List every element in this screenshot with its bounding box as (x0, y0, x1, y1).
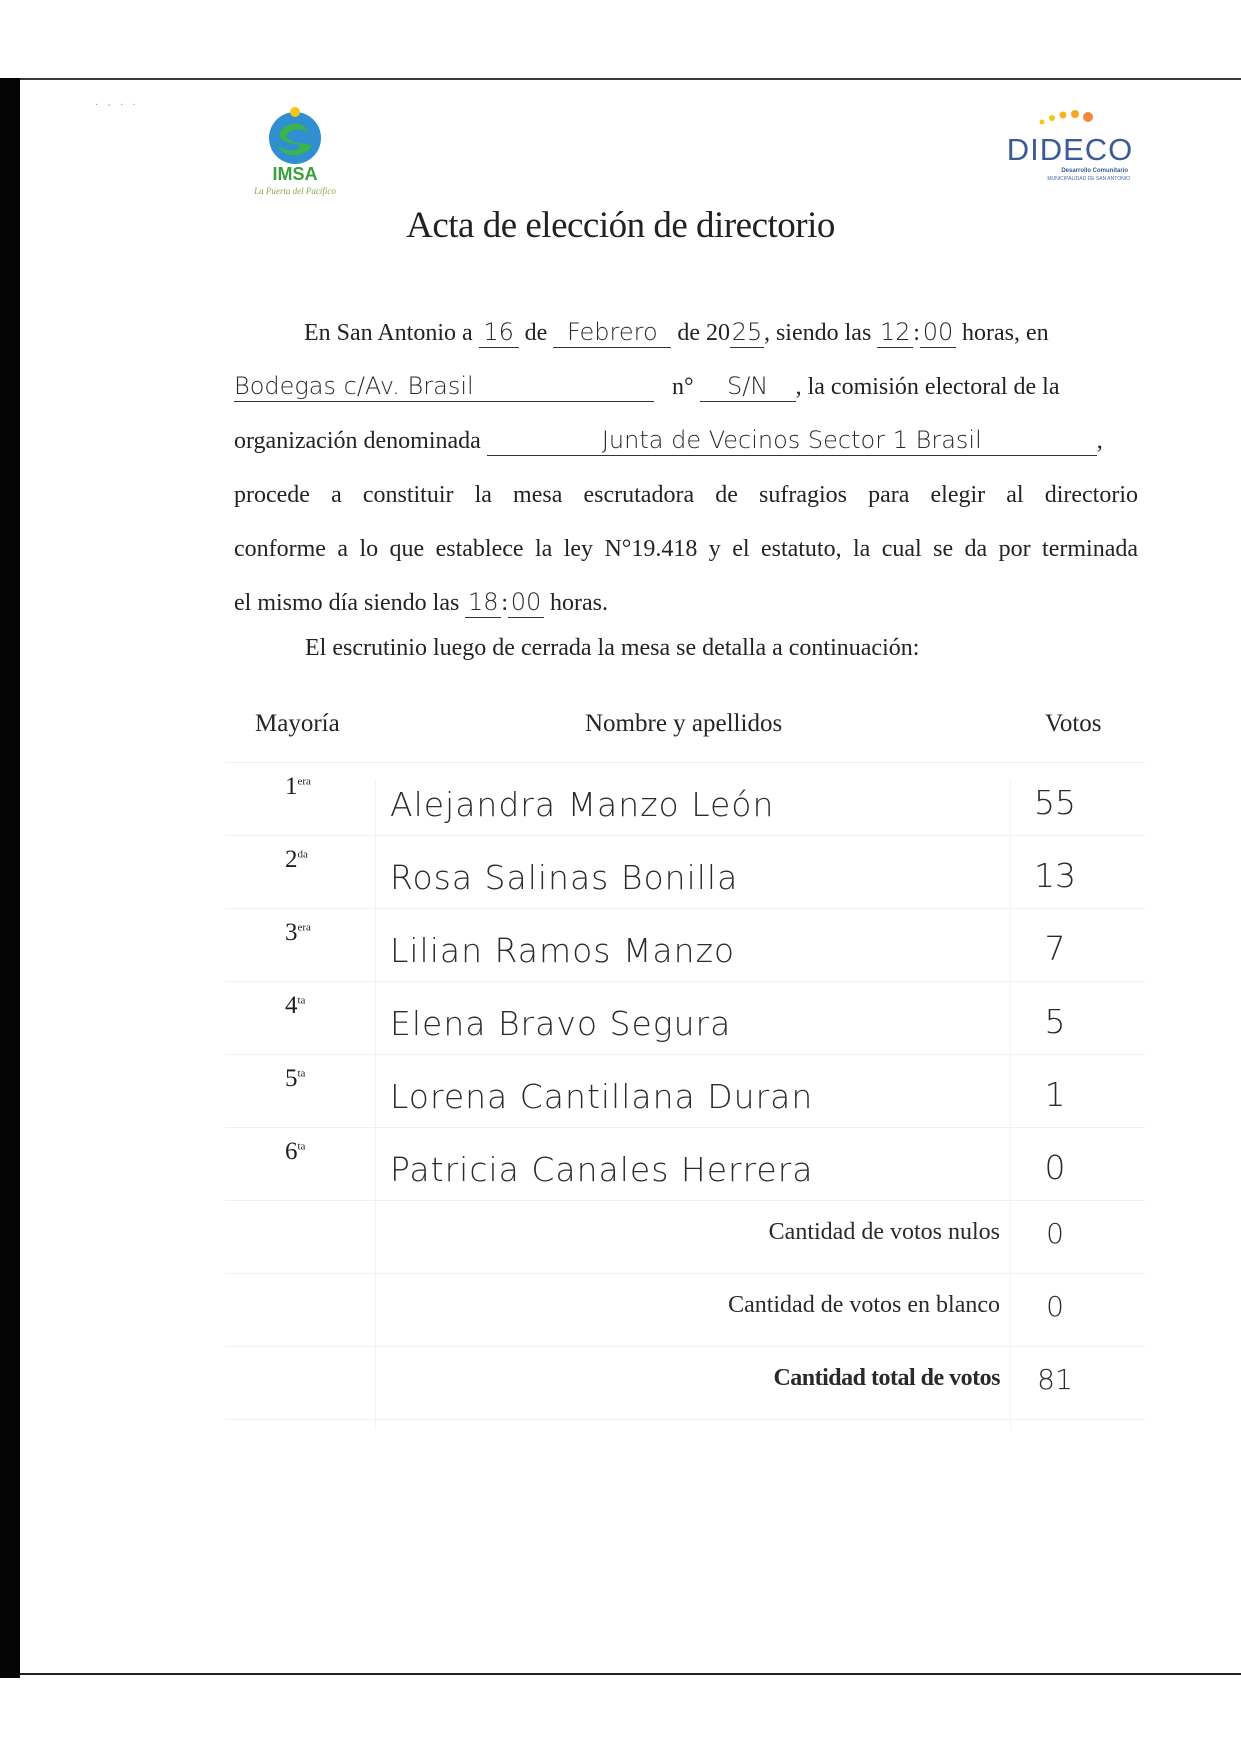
paragraph-line-2 (234, 360, 1138, 414)
scan-border-top (20, 78, 1241, 80)
total-votes-value: 81 (1037, 1363, 1073, 1396)
header-rank: Mayoría (255, 710, 340, 737)
candidate-votes: 5 (1044, 1002, 1066, 1041)
text-mismo-dia: el mismo día siendo las (234, 590, 460, 616)
text-de: de (524, 320, 548, 346)
dideco-subtitle: Desarrollo Comunitario (1061, 168, 1128, 174)
rank-cell: $1^{era}$ (285, 773, 311, 800)
year-field: 25 (731, 318, 763, 346)
table-divider (375, 780, 376, 1430)
results-table (225, 690, 1145, 1420)
dideco-name: DIDECO (1006, 132, 1134, 167)
rank-cell: $3^{era}$ (285, 919, 311, 946)
text-horas: horas. (549, 590, 608, 616)
end-minute-field: 00 (508, 587, 544, 618)
candidate-name: Patricia Canales Herrera (390, 1150, 814, 1189)
scan-border-bottom (20, 1673, 1241, 1675)
table-row (225, 909, 1145, 982)
text-numero: n° (672, 374, 694, 400)
dideco-logo (1000, 108, 1140, 190)
text-horas-en: horas, en (961, 320, 1049, 346)
text-de-20: de 20 (677, 320, 730, 346)
imsa-logo (230, 100, 360, 200)
imsa-emblem-icon (258, 102, 332, 166)
blank-votes-value: 0 (1046, 1290, 1064, 1323)
start-hour-field: 12 (877, 317, 913, 348)
candidate-votes: 1 (1044, 1075, 1066, 1114)
candidate-votes: 0 (1044, 1148, 1066, 1187)
text-organizacion: organización denominada (234, 428, 481, 454)
text-san-antonio: En San Antonio a (304, 320, 473, 346)
imsa-tagline: La Puerta del Pacífico (254, 186, 336, 196)
rank-cell: $2^{da}$ (285, 846, 308, 873)
dideco-subtitle-2: MUNICIPALIDAD DE SAN ANTONIO (1047, 176, 1130, 182)
start-minute-field: 00 (920, 317, 956, 348)
text-siendo-las: , siendo las (763, 320, 872, 346)
candidate-name: Alejandra Manzo León (390, 785, 775, 824)
scan-border-left (0, 78, 20, 1678)
rank-cell: $4^{ta}$ (285, 992, 306, 1019)
results-intro: El escrutinio luego de cerrada la mesa se detalla a continuación: (305, 635, 920, 661)
election-paragraph (234, 306, 1138, 630)
paragraph-line-4: procede a constituir la mesa escrutadora de sufragios para elegir al directorio (234, 482, 1138, 508)
table-row (225, 982, 1145, 1055)
number-field: S/N (700, 371, 796, 402)
candidate-name: Lilian Ramos Manzo (390, 931, 736, 970)
null-votes-value: 0 (1046, 1217, 1064, 1250)
paragraph-line-3: organización denominada Junta de Vecinos Sector 1 Brasil , (234, 426, 1103, 454)
rank-cell: $5^{ta}$ (285, 1065, 306, 1092)
header-votes: Votos (1045, 710, 1102, 737)
candidate-votes: 7 (1044, 929, 1066, 968)
month-field: Febrero (553, 317, 671, 348)
organization-field: Junta de Vecinos Sector 1 Brasil (487, 425, 1097, 456)
end-hour-field: 18 (465, 587, 501, 618)
candidate-votes: 55 (1034, 783, 1076, 822)
paragraph-line-5: conforme a lo que establece la ley N°19.418 y el estatuto, la cual se da por terminada (234, 536, 1138, 562)
null-votes-row (225, 1201, 1145, 1274)
candidate-name: Elena Bravo Segura (390, 1004, 732, 1043)
imsa-name: IMSA (272, 164, 318, 184)
paragraph-line-6: el mismo día siendo las 18 : 00 horas. (234, 588, 608, 616)
day-field: 16 (479, 317, 519, 348)
candidate-name: Rosa Salinas Bonilla (390, 858, 739, 897)
place-field: Bodegas c/Av. Brasil (234, 371, 654, 402)
table-header (225, 690, 1145, 763)
table-row (225, 763, 1145, 836)
table-row (225, 1128, 1145, 1201)
dideco-dots-icon (1036, 108, 1116, 128)
table-divider (1010, 780, 1011, 1430)
scan-artifacts: · - · · (95, 100, 139, 111)
table-row (225, 836, 1145, 909)
candidate-votes: 13 (1034, 856, 1076, 895)
rank-cell: $6^{ta}$ (285, 1138, 306, 1165)
total-votes-row (225, 1347, 1145, 1420)
table-row (225, 1055, 1145, 1128)
paragraph-line-1: En San Antonio a 16 de Febrero de 2025, siendo las 12 : 00 horas, en (304, 318, 1049, 346)
total-votes-label: Cantidad total de votos (773, 1365, 1000, 1391)
text-comision: , la comisión electoral de la (795, 374, 1060, 400)
blank-votes-row (225, 1274, 1145, 1347)
blank-votes-label: Cantidad de votos en blanco (728, 1292, 1000, 1318)
candidate-name: Lorena Cantillana Duran (390, 1077, 814, 1116)
header-name: Nombre y apellidos (585, 710, 783, 737)
document-title: Acta de elección de directorio (406, 205, 835, 246)
null-votes-label: Cantidad de votos nulos (768, 1219, 1000, 1245)
